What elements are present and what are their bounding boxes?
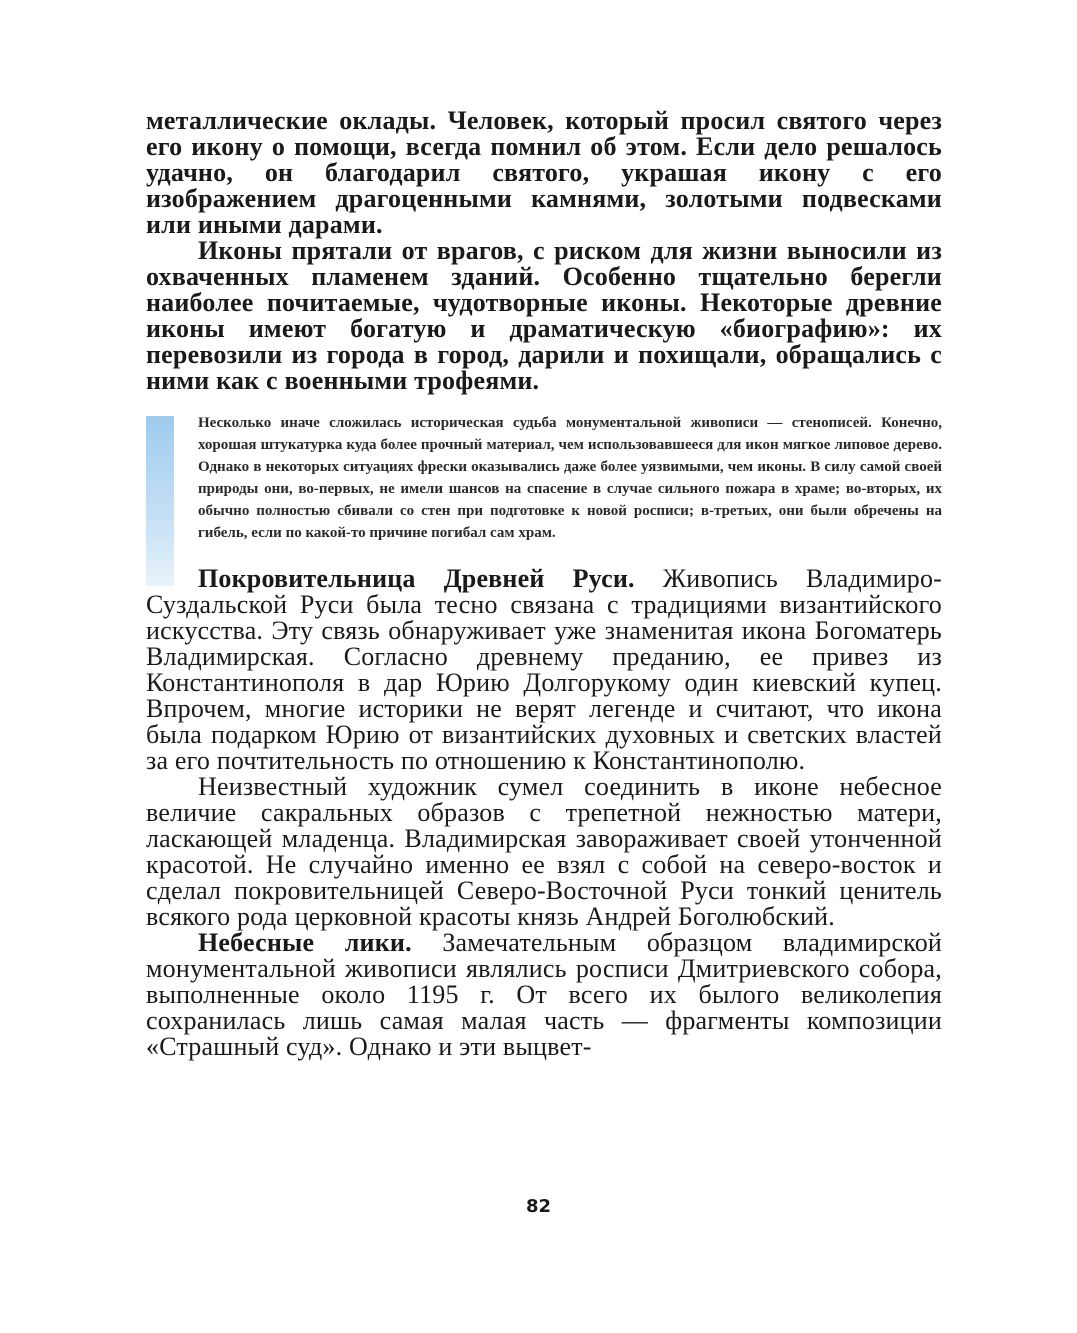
sidebar-note (146, 412, 942, 544)
section-heading-heavenly-faces: Небесные лики. (198, 928, 412, 957)
paragraph-icons-hidden: Иконы прятали от врагов, с риском для жизни выносили из охваченных пламенем зданий. Особенно тщательно берегли наиболее почитаемые, чудотворные иконы. Некоторые древние иконы имеют богатую и драматическую «биографию»: их перевозили из города в город, дарили и похищали, обращались с ними как с военными трофеями. (146, 236, 942, 395)
sidebar-accent-bar (146, 416, 174, 586)
section-heading-patroness: Покровительница Древней Руси. (198, 564, 635, 593)
sidebar-note-text: Несколько иначе сложилась историческая судьба монументальной живописи — стенописей. Конечно, хорошая штукатурка куда более прочный материал, чем использовавшееся для икон мягкое липовое дерево. Однако в некоторых ситуациях фрески оказывались даже более уязвимыми, чем иконы. В силу самой своей природы они, во-первых, не имели шансов на спасение в случае сильного пожара в храме; во-вторых, их обычно полностью сбивали со стен при подготовке к новой росписи; в-третьих, они были обречены на гибель, если по какой-то причине погибал сам храм. (198, 415, 942, 541)
paragraph-patroness (146, 566, 942, 774)
paragraph-patroness-body: Живопись Владимиро-Суздальской Руси была тесно связана с традициями византийского искусства. Эту связь обнаруживает уже знаменитая икона Богоматерь Владимирская. Согласно древнему преданию, ее привез из Константинополя в дар Юрию Долгорукому один киевский купец. Впрочем, многие историки не верят легенде и считают, что икона была подарком Юрию от византийских духовных и светских властей за его почтительность по отношению к Константинополю. (146, 564, 942, 775)
paragraph-heavenly-faces (146, 930, 942, 1060)
page-content (146, 108, 942, 1060)
paragraph-heavenly-faces-body: Замечательным образцом владимирской монументальной живописи являлись росписи Дмитриевского собора, выполненные около 1195 г. От всего их былого великолепия сохранилась лишь самая малая часть — фрагменты композиции «Страшный суд». Однако и эти выцвет- (146, 928, 943, 1061)
paragraph-unknown-artist: Неизвестный художник сумел соединить в иконе небесное величие сакральных образов с трепетной нежностью матери, ласкающей младенца. Владимирская завораживает своей утонченной красотой. Не случайно именно ее взял с собой на северо-восток и сделал покровительницей Северо-Восточной Руси тонкий ценитель всякого рода церковной красоты князь Андрей Боголюбский. (146, 772, 942, 931)
page-number: 82 (525, 1196, 552, 1217)
paragraph-continuation: металлические оклады. Человек, который просил святого через его икону о помощи, всегда помнил об этом. Если дело решалось удачно, он благодарил святого, украшая икону с его изображением драгоценными камнями, золотыми подвесками или иными дарами. (146, 106, 942, 239)
